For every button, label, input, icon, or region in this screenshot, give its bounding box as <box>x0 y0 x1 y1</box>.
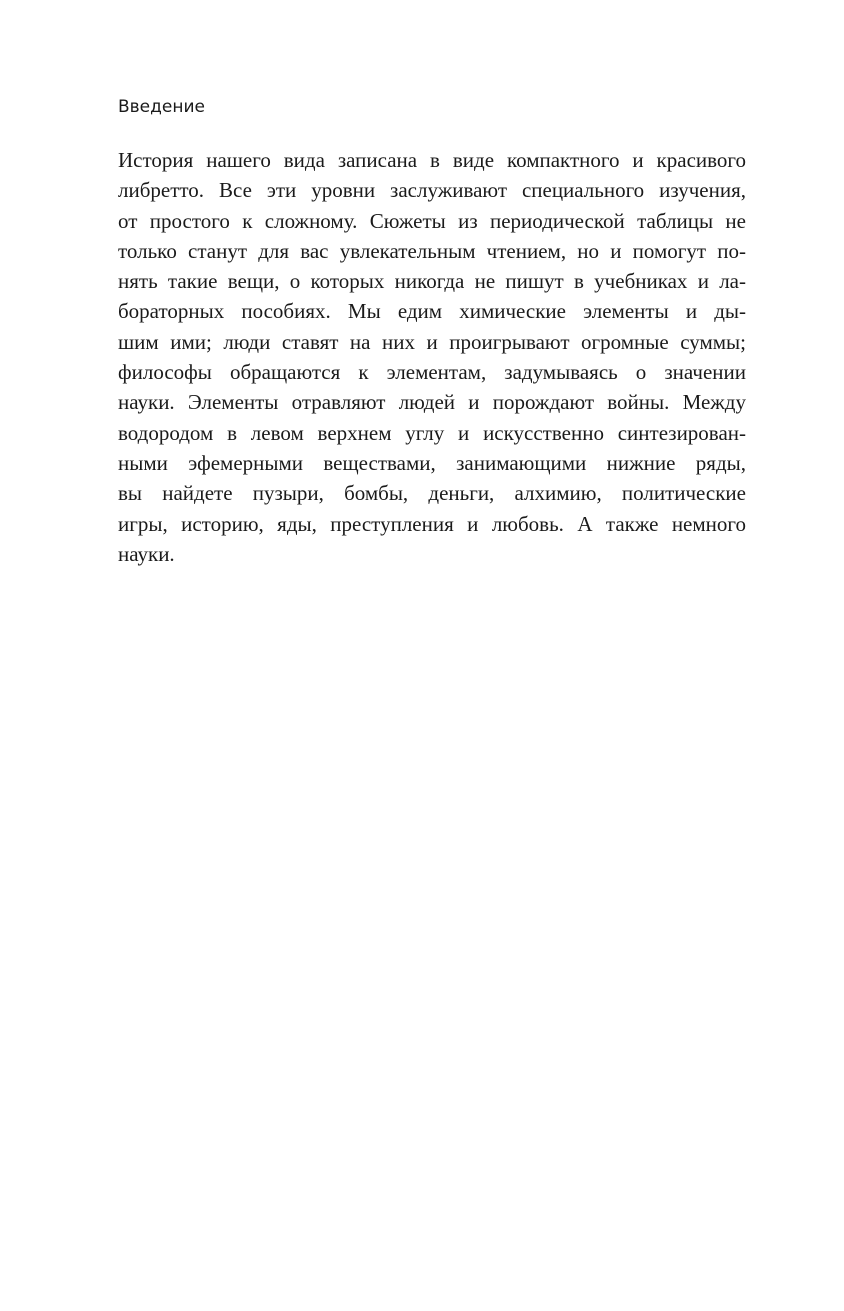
paragraph-line: игры, историю, яды, преступления и любовь. А также немного <box>118 511 746 536</box>
paragraph-line: бораторных пособиях. Мы едим химические элементы и ды- <box>118 299 746 324</box>
paragraph-line: нять такие вещи, о которых никогда не пишут в учебниках и ла- <box>118 269 746 294</box>
paragraph-line: либретто. Все эти уровни заслуживают специального изучения, <box>118 178 746 203</box>
paragraph-line: науки. <box>118 541 175 566</box>
paragraph-line: от простого к сложному. Сюжеты из периодической таблицы не <box>118 208 746 233</box>
paragraph-line: водородом в левом верхнем углу и искусственно синтезирован- <box>118 420 746 445</box>
paragraph-line: вы найдете пузыри, бомбы, деньги, алхимию, политические <box>118 481 746 506</box>
paragraph-line: только станут для вас увлекательным чтением, но и помогут по- <box>118 238 746 263</box>
body-paragraph <box>118 145 746 569</box>
paragraph-line: ными эфемерными веществами, занимающими нижние ряды, <box>118 450 746 475</box>
paragraph-line: философы обращаются к элементам, задумываясь о значении <box>118 360 746 385</box>
paragraph-line: шим ими; люди ставят на них и проигрывают огромные суммы; <box>118 329 746 354</box>
paragraph-line: науки. Элементы отравляют людей и порождают войны. Между <box>118 390 746 415</box>
running-head: Введение <box>118 97 205 117</box>
paragraph-line: История нашего вида записана в виде компактного и красивого <box>118 148 746 172</box>
